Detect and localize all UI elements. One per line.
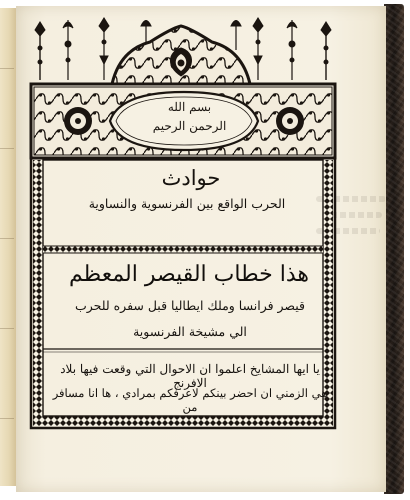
bismillah-line-2: الرحمن الرحيم bbox=[152, 119, 227, 133]
text-line-1: يا ايها المشايخ اعلموا ان الاحوال التي وقعت فيها بلاد الافرنج bbox=[60, 362, 320, 390]
book-subtitle: الحرب الواقع بين الفرنسوية والنساوية bbox=[88, 196, 286, 211]
speech-heading: هذا خطاب القيصر المعظم bbox=[69, 262, 309, 287]
text-line-2: هي الزمني ان احضر بينكم لاعرفكم بمرادي ، ها انا مسافر من bbox=[52, 386, 328, 414]
speech-line-1: قيصر فرانسا وملك ايطاليا قبل سفره للحرب bbox=[74, 298, 306, 313]
bismillah-line-1: بسم الله bbox=[167, 100, 212, 114]
arch-crest bbox=[112, 26, 250, 84]
speech-line-2: الي مشيخة الفرنسوية bbox=[133, 324, 247, 339]
book-title: حوادث bbox=[161, 166, 221, 190]
